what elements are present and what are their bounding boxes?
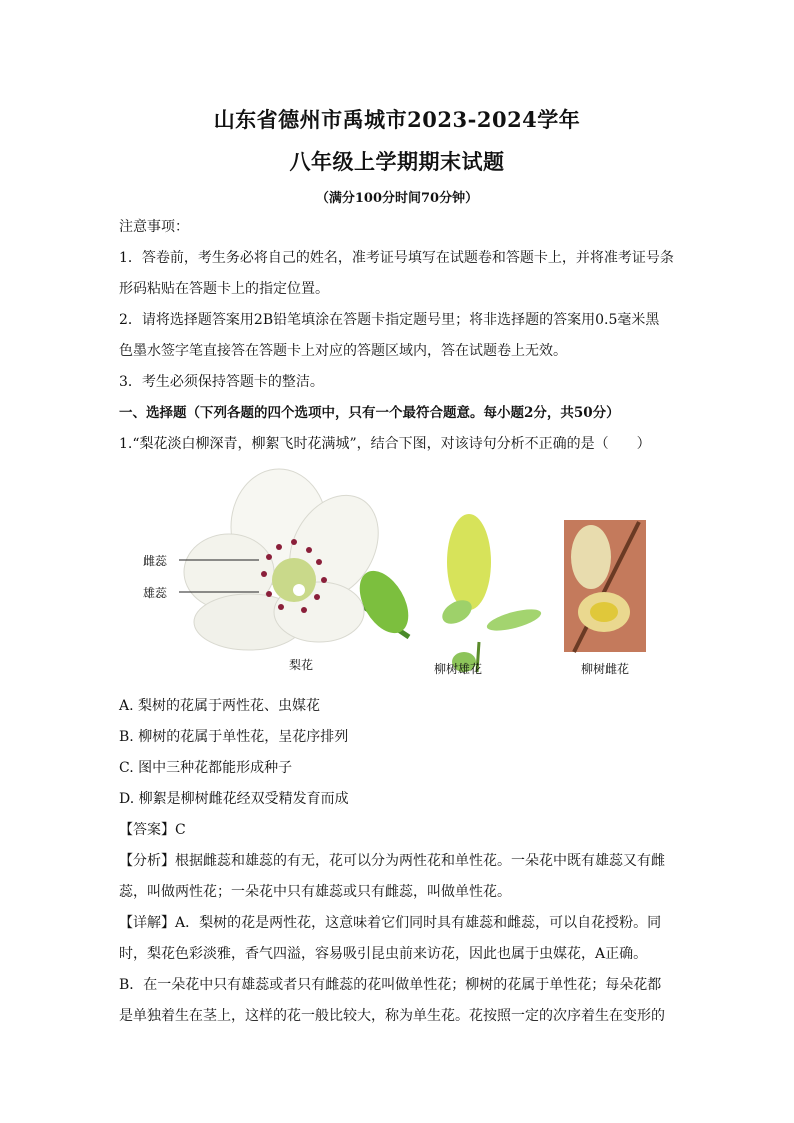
note-1-line1: 1．答卷前，考生务必将自己的姓名，准考证号填写在试题卷和答题卡上，并将准考证号条 xyxy=(119,250,674,266)
analysis-line2: 蕊，叫做两性花；一朵花中只有雄蕊或只有雌蕊，叫做单性花。 xyxy=(119,884,511,900)
willow-male-image xyxy=(438,514,543,672)
exam-title-line2: 八年级上学期期末试题 xyxy=(289,149,505,174)
detail-line1: 【详解】A．梨树的花是两性花，这意味着它们同时具有雄蕊和雌蕊，可以自花授粉。同 xyxy=(119,915,662,931)
question-1-figure xyxy=(119,462,679,687)
pear-flower-image xyxy=(179,469,418,650)
option-b: B. 柳树的花属于单性花，呈花序排列 xyxy=(119,729,349,745)
label-pistil: 雌蕊 xyxy=(143,554,168,568)
question-1-stem: 1.“梨花淡白柳深青，柳絮飞时花满城”，结合下图，对该诗句分析不正确的是（ ） xyxy=(119,436,651,452)
exam-title-line1: 山东省德州市禹城市2023-2024学年 xyxy=(213,107,581,132)
label-pear-flower: 梨花 xyxy=(289,658,314,672)
flower-illustration xyxy=(119,462,679,687)
note-2-line1: 2．请将选择题答案用2B铅笔填涂在答题卡指定题号里；将非选择题的答案用0.5毫米黑 xyxy=(119,312,660,328)
answer: 【答案】C xyxy=(119,822,186,838)
option-a: A. 梨树的花属于两性花、虫媒花 xyxy=(119,698,321,714)
section-heading: 一、选择题（下列各题的四个选项中，只有一个最符合题意。每小题2分，共50分） xyxy=(119,405,620,421)
label-stamen: 雄蕊 xyxy=(143,586,168,600)
option-c: C. 图中三种花都能形成种子 xyxy=(119,760,293,776)
analysis-line1: 【分析】根据雌蕊和雄蕊的有无，花可以分为两性花和单性花。一朵花中既有雄蕊又有雌 xyxy=(119,853,665,869)
detail-line4: 是单独着生在茎上，这样的花一般比较大，称为单生花。花按照一定的次序着生在变形的 xyxy=(119,1008,665,1024)
label-willow-female: 柳树雌花 xyxy=(581,662,630,676)
detail-line3: B．在一朵花中只有雄蕊或者只有雌蕊的花叫做单性花；柳树的花属于单性花；每朵花都 xyxy=(119,977,662,993)
exam-subtitle: （满分100分时间70分钟） xyxy=(315,191,479,206)
note-1-line2: 形码粘贴在答题卡上的指定位置。 xyxy=(119,281,329,297)
note-2-line2: 色墨水签字笔直接答在答题卡上对应的答题区域内，答在试题卷上无效。 xyxy=(119,343,567,359)
note-3: 3．考生必须保持答题卡的整洁。 xyxy=(119,374,324,390)
label-willow-male: 柳树雄花 xyxy=(434,662,483,676)
willow-female-image xyxy=(564,520,646,652)
option-d: D. 柳絮是柳树雌花经双受精发育而成 xyxy=(119,791,349,807)
notes-heading: 注意事项： xyxy=(119,219,189,235)
detail-line2: 时，梨花色彩淡雅，香气四溢，容易吸引昆虫前来访花，因此也属于虫媒花，A正确。 xyxy=(119,946,648,962)
